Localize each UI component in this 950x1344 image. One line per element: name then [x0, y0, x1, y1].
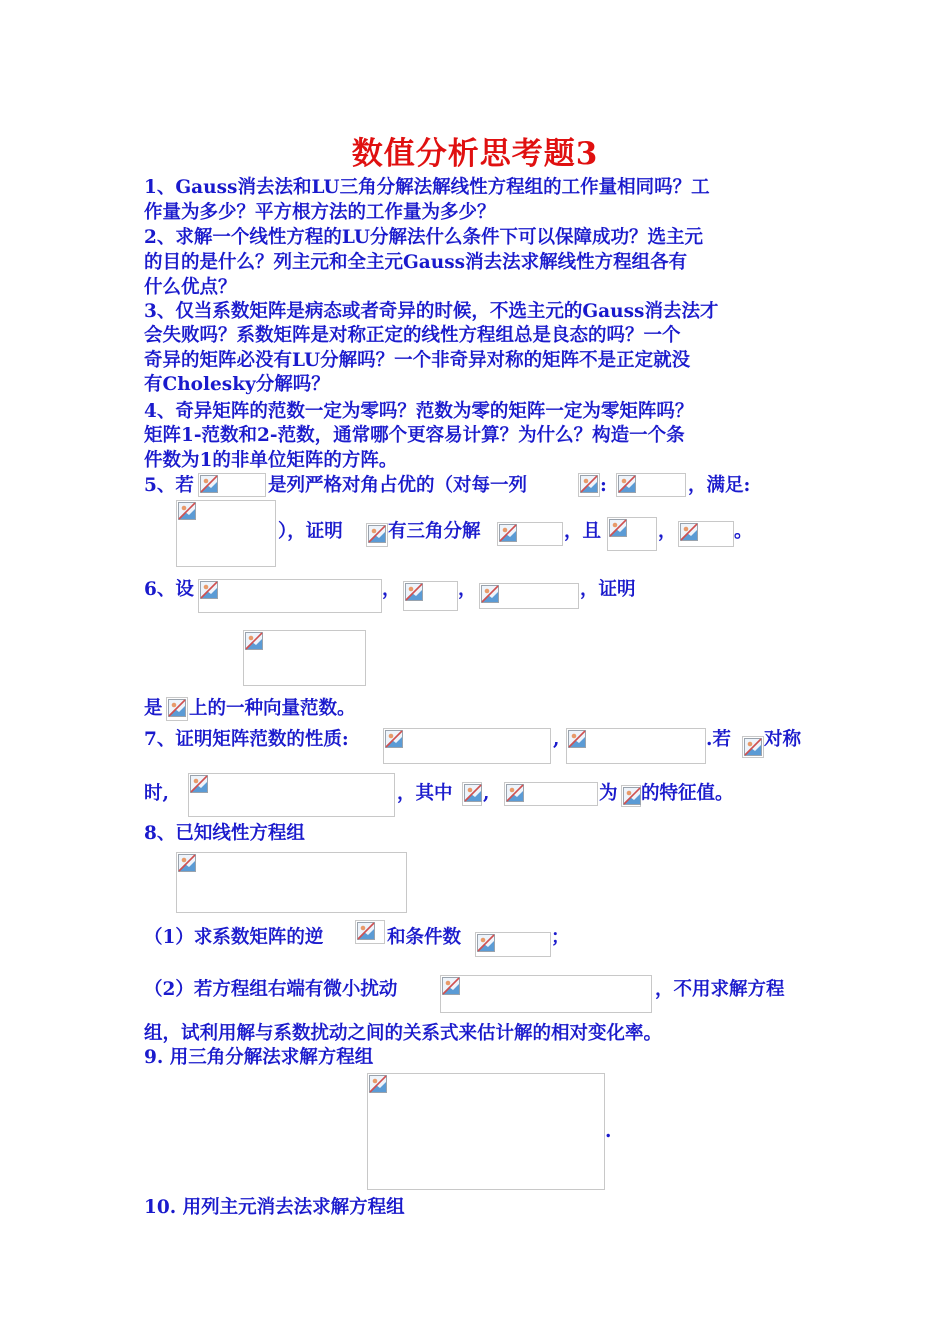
formula-image [367, 1073, 605, 1190]
broken-image-icon [464, 784, 482, 802]
question-10-text: 10. 用列主元消去法求解方程组 [144, 1197, 405, 1218]
question-6-text: ， [382, 579, 401, 600]
broken-image-icon [190, 775, 208, 793]
question-7-text: 7、证明矩阵范数的性质: [144, 729, 349, 750]
question-8-part-1: 和条件数 [387, 927, 462, 948]
question-1-line-1: 1、Gauss消去法和LU三角分解法解线性方程组的工作量相同吗？工 [144, 177, 710, 198]
broken-image-icon [609, 519, 627, 537]
formula-image [566, 728, 706, 764]
question-6-text: 是 [144, 698, 163, 719]
question-7-text: 为 [599, 783, 618, 804]
question-4-line-3: 件数为1的非单位矩阵的方阵。 [144, 450, 398, 471]
page-title: 数值分析思考题3 [351, 136, 599, 172]
formula-image [355, 920, 385, 944]
broken-image-icon [368, 525, 386, 543]
question-1-line-2: 作量为多少？平方根方法的工作量为多少？ [144, 202, 496, 223]
broken-image-icon [178, 854, 196, 872]
broken-image-icon [405, 583, 423, 601]
formula-image [383, 728, 551, 764]
formula-image [198, 579, 382, 613]
question-7-text: 时, [144, 783, 169, 804]
question-8-part-1: ； [551, 927, 570, 948]
formula-image [366, 523, 388, 547]
formula-image [176, 852, 407, 913]
broken-image-icon [178, 502, 196, 520]
question-5-text: 有三角分解 [388, 521, 481, 542]
question-8-part-2: （2）若方程组右端有微小扰动 [144, 979, 398, 1000]
formula-image [243, 630, 366, 686]
question-6-text: 上的一种向量范数。 [189, 698, 356, 719]
question-3-line-2: 会失败吗？系数矩阵是对称正定的线性方程组总是良态的吗？一个 [144, 325, 681, 346]
broken-image-icon [477, 934, 495, 952]
question-3-line-4: 有Cholesky分解吗？ [144, 374, 330, 395]
question-7-text: ，其中 [397, 783, 453, 804]
broken-image-icon [357, 922, 375, 940]
formula-image [403, 581, 458, 611]
question-5-text: : [600, 475, 607, 496]
question-5-text: 是列严格对角占优的（对每一列 [268, 475, 528, 496]
broken-image-icon [623, 787, 641, 805]
broken-image-icon [385, 730, 403, 748]
formula-image [742, 736, 764, 758]
question-5-text: ），证明 [278, 521, 343, 542]
formula-image [616, 473, 686, 497]
formula-image [176, 500, 276, 567]
broken-image-icon [200, 581, 218, 599]
broken-image-icon [580, 475, 598, 493]
question-5-text: 5、若 [144, 475, 194, 496]
formula-image [440, 975, 652, 1013]
broken-image-icon [618, 475, 636, 493]
question-3-line-1: 3、仅当系数矩阵是病态或者奇异的时候，不选主元的Gauss消去法才 [144, 301, 719, 322]
formula-image [475, 932, 551, 957]
broken-image-icon [168, 699, 186, 717]
question-5-text: 。 [734, 521, 753, 542]
question-4-line-2: 矩阵1-范数和2-范数，通常哪个更容易计算？为什么？构造一个条 [144, 425, 685, 446]
broken-image-icon [568, 730, 586, 748]
formula-image [578, 473, 600, 497]
formula-image [462, 782, 482, 806]
question-3-line-3: 奇异的矩阵必没有LU分解吗？一个非奇异对称的矩阵不是正定就没 [144, 350, 691, 371]
question-2-line-2: 的目的是什么？列主元和全主元Gauss消去法求解线性方程组各有 [144, 252, 688, 273]
broken-image-icon [680, 523, 698, 541]
formula-image [198, 473, 266, 497]
formula-image [188, 773, 395, 817]
broken-image-icon [481, 585, 499, 603]
question-8-part-1: （1）求系数矩阵的逆 [144, 927, 324, 948]
question-7-text: 对称 [764, 729, 802, 750]
broken-image-icon [245, 632, 263, 650]
question-6-text: ，证明 [580, 579, 636, 600]
question-8-part-2: 组，试利用解与系数扰动之间的关系式来估计解的相对变化率。 [144, 1023, 663, 1044]
question-5-text: ，且 [564, 521, 602, 542]
formula-image [621, 785, 641, 807]
broken-image-icon [506, 784, 524, 802]
question-9-period: . [605, 1121, 612, 1142]
question-9-text: 9. 用三角分解法求解方程组 [144, 1047, 374, 1068]
question-7-text: , [553, 729, 560, 750]
question-7-text: .若 [706, 729, 731, 750]
broken-image-icon [200, 475, 218, 493]
question-8-part-2: ，不用求解方程 [655, 979, 785, 1000]
formula-image [607, 517, 657, 551]
question-5-text: ， [658, 521, 677, 542]
question-7-text: , [483, 783, 490, 804]
broken-image-icon [499, 524, 517, 542]
formula-image [479, 583, 579, 609]
question-2-line-3: 什么优点？ [144, 277, 237, 298]
question-5-text: ，满足: [688, 475, 751, 496]
broken-image-icon [369, 1075, 387, 1093]
question-8-text: 8、已知线性方程组 [144, 823, 305, 844]
formula-image [166, 697, 188, 721]
question-2-line-1: 2、求解一个线性方程的LU分解法什么条件下可以保障成功？选主元 [144, 227, 704, 248]
question-4-line-1: 4、奇异矩阵的范数一定为零吗？范数为零的矩阵一定为零矩阵吗？ [144, 401, 694, 422]
formula-image [497, 522, 563, 546]
broken-image-icon [744, 738, 762, 756]
broken-image-icon [442, 977, 460, 995]
formula-image [504, 782, 598, 806]
question-7-text: 的特征值。 [641, 783, 734, 804]
formula-image [678, 521, 734, 547]
question-6-text: ， [458, 579, 477, 600]
question-6-text: 6、设 [144, 579, 194, 600]
